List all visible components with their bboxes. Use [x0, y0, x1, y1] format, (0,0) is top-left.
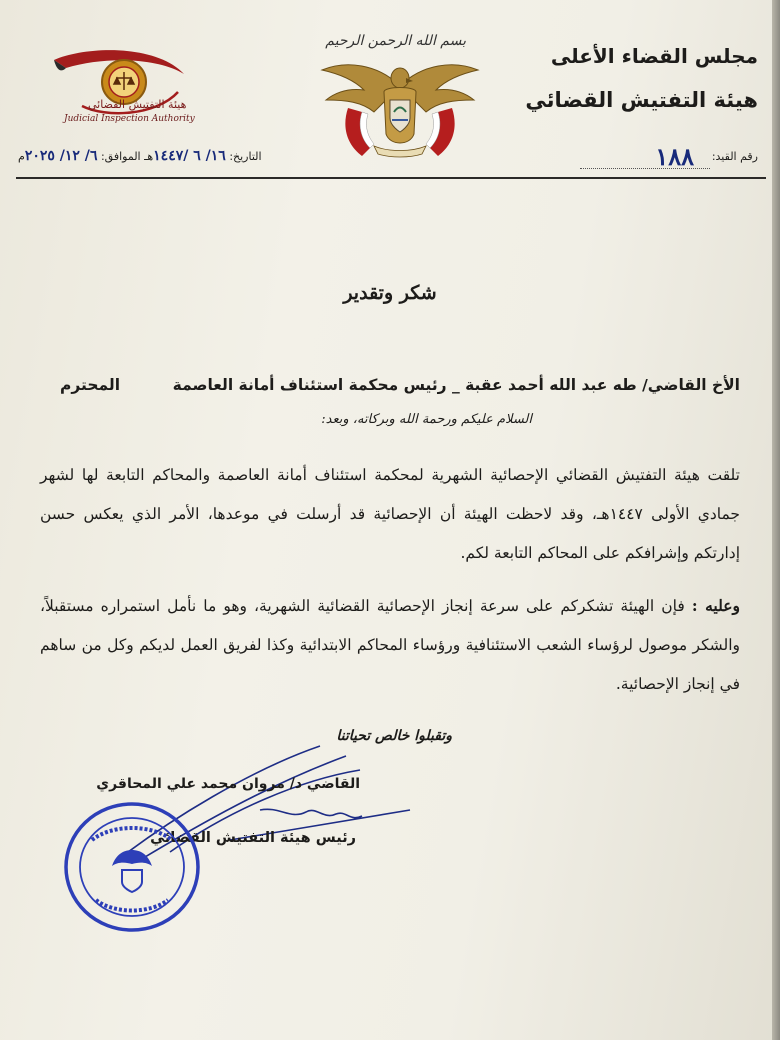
paragraph-2 [40, 586, 740, 704]
registration-label: رقم القيد: [711, 150, 758, 163]
logo-arabic-text: هيئة التفتيش القضائي [88, 98, 187, 111]
signer-name: القاضي د/ مروان محمد علي المحاقري [96, 776, 360, 792]
paragraph-1: تلقت هيئة التفتيش القضائي الإحصائية الشهرية لمحكمة استئناف أمانة العاصمة والمحاكم التابعة لها لشهر جمادي الأولى ١٤٤٧هـ، وقد لاحظت الهيئة أن الإحصائية قد أرسلت في موعدها، الأمر الذي يعكس حسن إدارتكم وإشرافكم على المحاكم التابعة لكم. [40, 466, 740, 562]
registration-dots [580, 168, 710, 169]
national-eagle-emblem-icon [318, 56, 482, 164]
authority-name: هيئة التفتيش القضائي [525, 88, 758, 112]
date-label: التاريخ: [229, 150, 262, 163]
date-hijri: ١٦/ ٦ /١٤٤٧ [153, 148, 226, 164]
logo-english-text: Judicial Inspection Authority [64, 114, 195, 124]
paragraph-2-text: فإن الهيئة تشكركم على سرعة إنجاز الإحصائية القضائية الشهرية، وهو ما نأمل استمراره مستقبلاً، والشكر موصول لرؤساء الشعب الاستئنافية ورؤساء المحاكم الابتدائية وكذا لفريق العمل لديكم وكل من ساهم في إنجاز الإحصائية. [40, 597, 740, 693]
basmala: بسم الله الرحمن الرحيم [325, 33, 466, 49]
greeting: السلام عليكم ورحمة الله وبركاته، وبعد: [321, 412, 532, 427]
paragraph-2-lead: وعليه : [691, 596, 740, 615]
letter-title: شكر وتقدير [343, 282, 437, 304]
respected-label: المحترم [60, 376, 121, 394]
header-divider [16, 177, 766, 179]
date-line [18, 148, 262, 164]
addressee-line [60, 376, 740, 394]
closing-line: وتقبلوا خالص تحياتنا [336, 728, 452, 744]
date-hijri-suffix: هـ [144, 150, 154, 163]
date-gregorian-suffix: م [18, 150, 25, 163]
council-name: مجلس القضاء الأعلى [550, 44, 758, 68]
date-gregorian-label: الموافق: [100, 150, 141, 163]
date-gregorian: ٦/ ١٢/ ٢٠٢٥ [24, 148, 98, 164]
addressee-name: الأخ القاضي/ طه عبد الله أحمد عقبة _ رئيس محكمة استئناف أمانة العاصمة [172, 376, 740, 394]
official-stamp-icon [62, 800, 202, 934]
signer-position: رئيس هيئة التفتيش القضائي [150, 830, 356, 846]
registration-number: ١٨٨ [655, 142, 694, 171]
page-edge [772, 0, 780, 1040]
